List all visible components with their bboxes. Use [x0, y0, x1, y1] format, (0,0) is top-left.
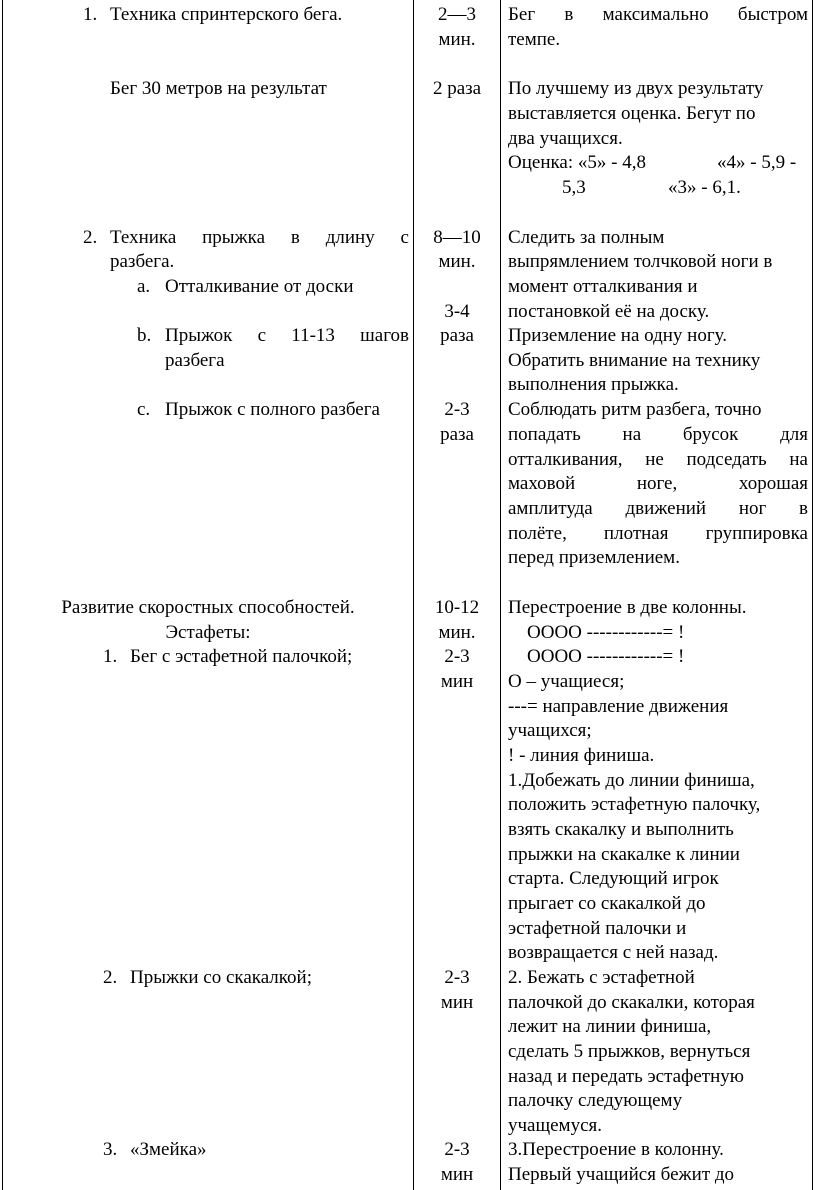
section-heading: Развитие скоростных способностей.	[61, 597, 355, 618]
grade-line: Оценка: «5» - 4,8	[508, 152, 646, 173]
instruction-line: лежит на линии финиша,	[508, 1016, 712, 1037]
exercise-text: разбега	[165, 350, 225, 371]
dosage-unit: мин.	[438, 622, 476, 643]
instruction-line: попадать на брусок для	[508, 424, 808, 445]
section-heading: Эстафеты:	[165, 622, 251, 643]
instruction-line: положить эстафетную палочку,	[508, 794, 761, 815]
instruction-line: По лучшему из двух результату	[508, 78, 764, 99]
instruction-line: старта. Следующий игрок	[508, 868, 719, 889]
legend-line: ! - линия финиша.	[508, 745, 655, 766]
instruction-line: Бег в максимально быстром	[508, 4, 808, 25]
instruction-line: Приземление на одну ногу.	[508, 325, 727, 346]
relay-diagram-line: ОООО ------------= !	[527, 622, 685, 643]
instruction-line: постановкой её на доску.	[508, 301, 710, 322]
dosage-value: 2-3	[444, 1139, 470, 1160]
instruction-line: выпрямлением толчковой ноги в	[508, 251, 773, 272]
instruction-line: эстафетной палочки и	[508, 918, 687, 939]
instruction-line: возвращается с ней назад.	[508, 942, 719, 963]
dosage-unit: мин.	[438, 251, 476, 272]
dosage-unit: мин	[440, 992, 474, 1013]
exercise-text: Бег с эстафетной палочкой;	[130, 646, 353, 667]
dosage-value: 2-3	[444, 967, 470, 988]
dosage-value: 8—10	[433, 227, 481, 248]
dosage-unit: раза	[440, 424, 474, 445]
instruction-line: амплитуда движений ног в	[508, 498, 808, 519]
grade-line: «3» - 6,1.	[668, 177, 741, 198]
exercise-text: Техника прыжка в длину с	[110, 227, 409, 248]
exercise-text: Прыжки со скакалкой;	[130, 967, 312, 988]
list-number: 2.	[103, 967, 118, 988]
grade-line: 5,3	[562, 177, 586, 198]
instruction-line: прыгает со скакалкой до	[508, 893, 706, 914]
dosage-unit: раза	[440, 325, 474, 346]
instruction-line: два учащихся.	[508, 128, 623, 149]
instruction-line: маховой ноге, хорошая	[508, 473, 808, 494]
legend-line: О – учащиеся;	[508, 671, 625, 692]
instruction-line: прыжки на скакалке к линии	[508, 844, 740, 865]
instruction-line: палочкой до скакалки, которая	[508, 992, 755, 1013]
list-number: 1.	[103, 646, 118, 667]
instruction-line: взять скакалку и выполнить	[508, 819, 734, 840]
table-border-right	[812, 0, 813, 1190]
list-number: 1.	[83, 4, 98, 25]
instruction-line: момент отталкивания и	[508, 276, 698, 297]
dosage-value: 2—3	[438, 4, 476, 25]
list-letter: a.	[137, 276, 151, 297]
exercise-text: Бег 30 метров на результат	[110, 78, 327, 99]
instruction-line: сделать 5 прыжков, вернуться	[508, 1041, 751, 1062]
legend-line: ---= направление движения	[508, 696, 729, 717]
instruction-line: Следить за полным	[508, 227, 665, 248]
exercise-text: разбега.	[110, 251, 175, 272]
dosage-value: 2-3	[444, 646, 470, 667]
dosage-unit: мин	[440, 671, 474, 692]
dosage-unit: мин	[440, 1164, 474, 1185]
instruction-line: выставляется оценка. Бегут по	[508, 103, 756, 124]
instruction-line: Перестроение в две колонны.	[508, 597, 747, 618]
exercise-text: Техника спринтерского бега.	[110, 4, 343, 25]
instruction-line: темпе.	[508, 29, 561, 50]
exercise-text: Прыжок с полного разбега	[165, 399, 380, 420]
list-letter: c.	[137, 399, 151, 420]
list-number: 2.	[83, 227, 98, 248]
instruction-line: 2. Бежать с эстафетной	[508, 967, 695, 988]
instruction-line: полёте, плотная группировка	[508, 523, 808, 544]
dosage-value: 3-4	[444, 301, 470, 322]
dosage-value: 2 раза	[432, 78, 482, 99]
table-border-left	[2, 0, 3, 1190]
exercise-text: «Змейка»	[130, 1139, 207, 1160]
grade-line: «4» - 5,9 -	[717, 152, 797, 173]
instruction-line: Соблюдать ритм разбега, точно	[508, 399, 762, 420]
instruction-line: Первый учащийся бежит до	[508, 1164, 735, 1185]
instruction-line: учащемуся.	[508, 1115, 602, 1136]
legend-line: учащихся;	[508, 720, 592, 741]
instruction-line: палочку следующему	[508, 1090, 683, 1111]
exercise-text: Отталкивание от доски	[165, 276, 354, 297]
exercise-text: Прыжок с 11-13 шагов	[165, 325, 409, 346]
dosage-unit: мин.	[438, 29, 476, 50]
instruction-line: 3.Перестроение в колонну.	[508, 1139, 724, 1160]
dosage-value: 2-3	[444, 399, 470, 420]
list-number: 3.	[103, 1139, 118, 1160]
instruction-line: 1.Добежать до линии финиша,	[508, 770, 755, 791]
list-letter: b.	[137, 325, 152, 346]
instruction-line: Обратить внимание на технику	[508, 350, 761, 371]
instruction-line: назад и передать эстафетную	[508, 1066, 744, 1087]
relay-diagram-line: ОООО ------------= !	[527, 646, 685, 667]
instruction-line: перед приземлением.	[508, 547, 680, 568]
dosage-value: 10-12	[434, 597, 480, 618]
instruction-line: отталкивания, не подседать на	[508, 449, 808, 470]
column-divider-2	[500, 0, 501, 1190]
instruction-line: выполнения прыжка.	[508, 374, 679, 395]
